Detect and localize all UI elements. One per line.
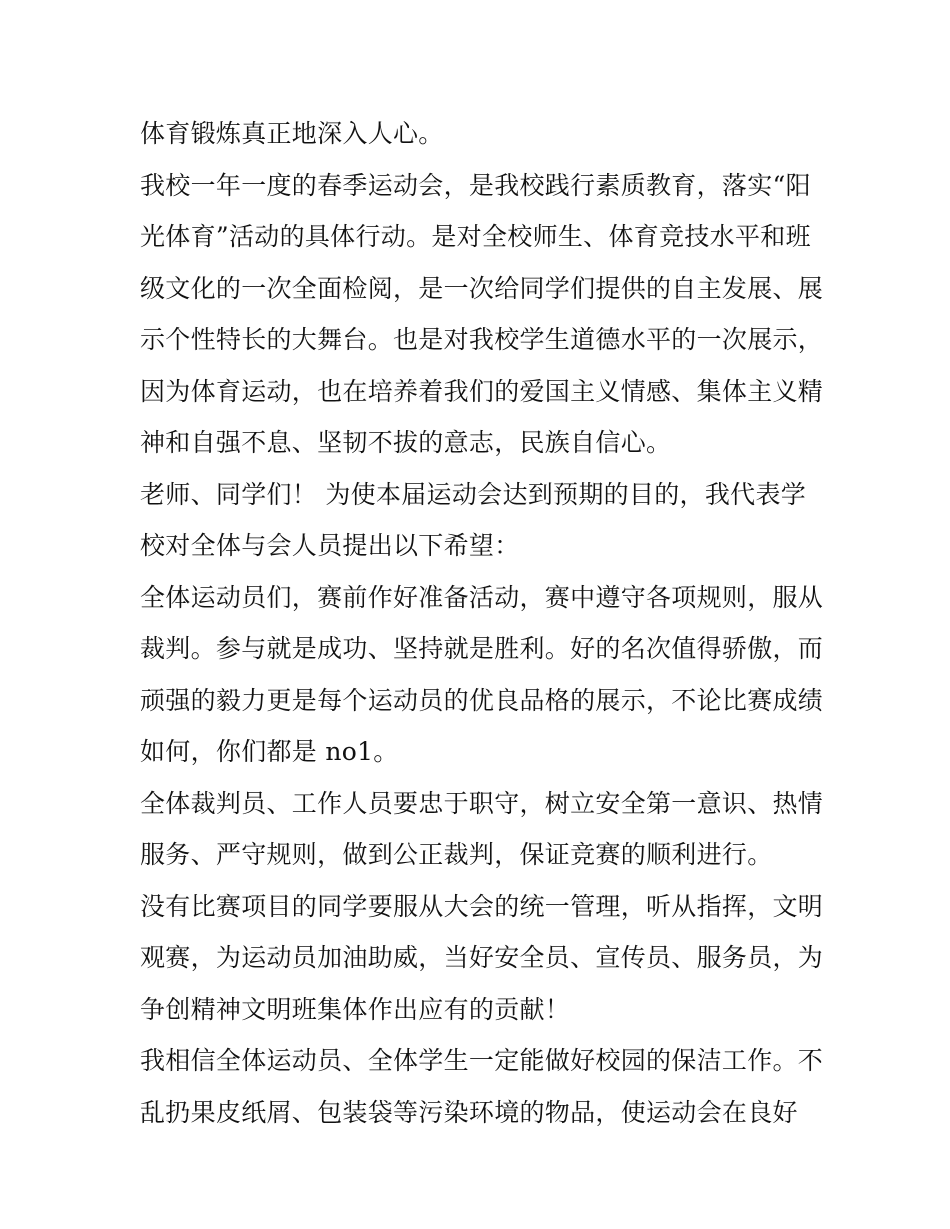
text-line: 争创精神文明班集体作出应有的贡献！ [140, 994, 571, 1024]
text-line: 我校一年一度的春季运动会，是我校践行素质教育，落实“阳 [140, 170, 811, 200]
text-line: 观赛，为运动员加油助威，当好安全员、宣传员、服务员，为 [140, 943, 824, 972]
text-line: 没有比赛项目的同学要服从大会的统一管理，听从指挥，文明 [140, 891, 824, 921]
text-line: 体育锻炼真正地深入人心。 [140, 119, 444, 148]
text-line: 顽强的毅力更是每个运动员的优良品格的展示，不论比赛成绩 [140, 685, 824, 715]
text-line: 裁判。参与就是成功、坚持就是胜利。好的名次值得骄傲，而 [140, 634, 824, 663]
text-line: 如何，你们都是 no1。 [140, 737, 399, 766]
text-line: 校对全体与会人员提出以下希望： [140, 531, 520, 560]
text-line: 神和自强不息、坚韧不拔的意志，民族自信心。 [140, 428, 672, 457]
text-line: 级文化的一次全面检阅，是一次给同学们提供的自主发展、展 [140, 273, 824, 303]
text-line: 服务、严守规则，做到公正裁判，保证竞赛的顺利进行。 [140, 840, 773, 869]
text-line: 乱扔果皮纸屑、包装袋等污染环境的物品，使运动会在良好 [140, 1097, 798, 1127]
text-line: 我相信全体运动员、全体学生一定能做好校园的保洁工作。不 [140, 1046, 824, 1075]
document-body [140, 108, 824, 1138]
text-line: 全体运动员们，赛前作好准备活动，赛中遵守各项规则，服从 [140, 582, 824, 612]
text-line: 光体育”活动的具体行动。是对全校师生、体育竞技水平和班 [140, 222, 811, 251]
text-line: 老师、同学们！ 为使本届运动会达到预期的目的，我代表学 [140, 479, 807, 509]
text-line: 全体裁判员、工作人员要忠于职守，树立安全第一意识、热情 [140, 788, 824, 818]
text-line: 示个性特长的大舞台。也是对我校学生道德水平的一次展示， [140, 325, 824, 354]
text-line: 因为体育运动，也在培养着我们的爱国主义情感、集体主义精 [140, 376, 824, 406]
